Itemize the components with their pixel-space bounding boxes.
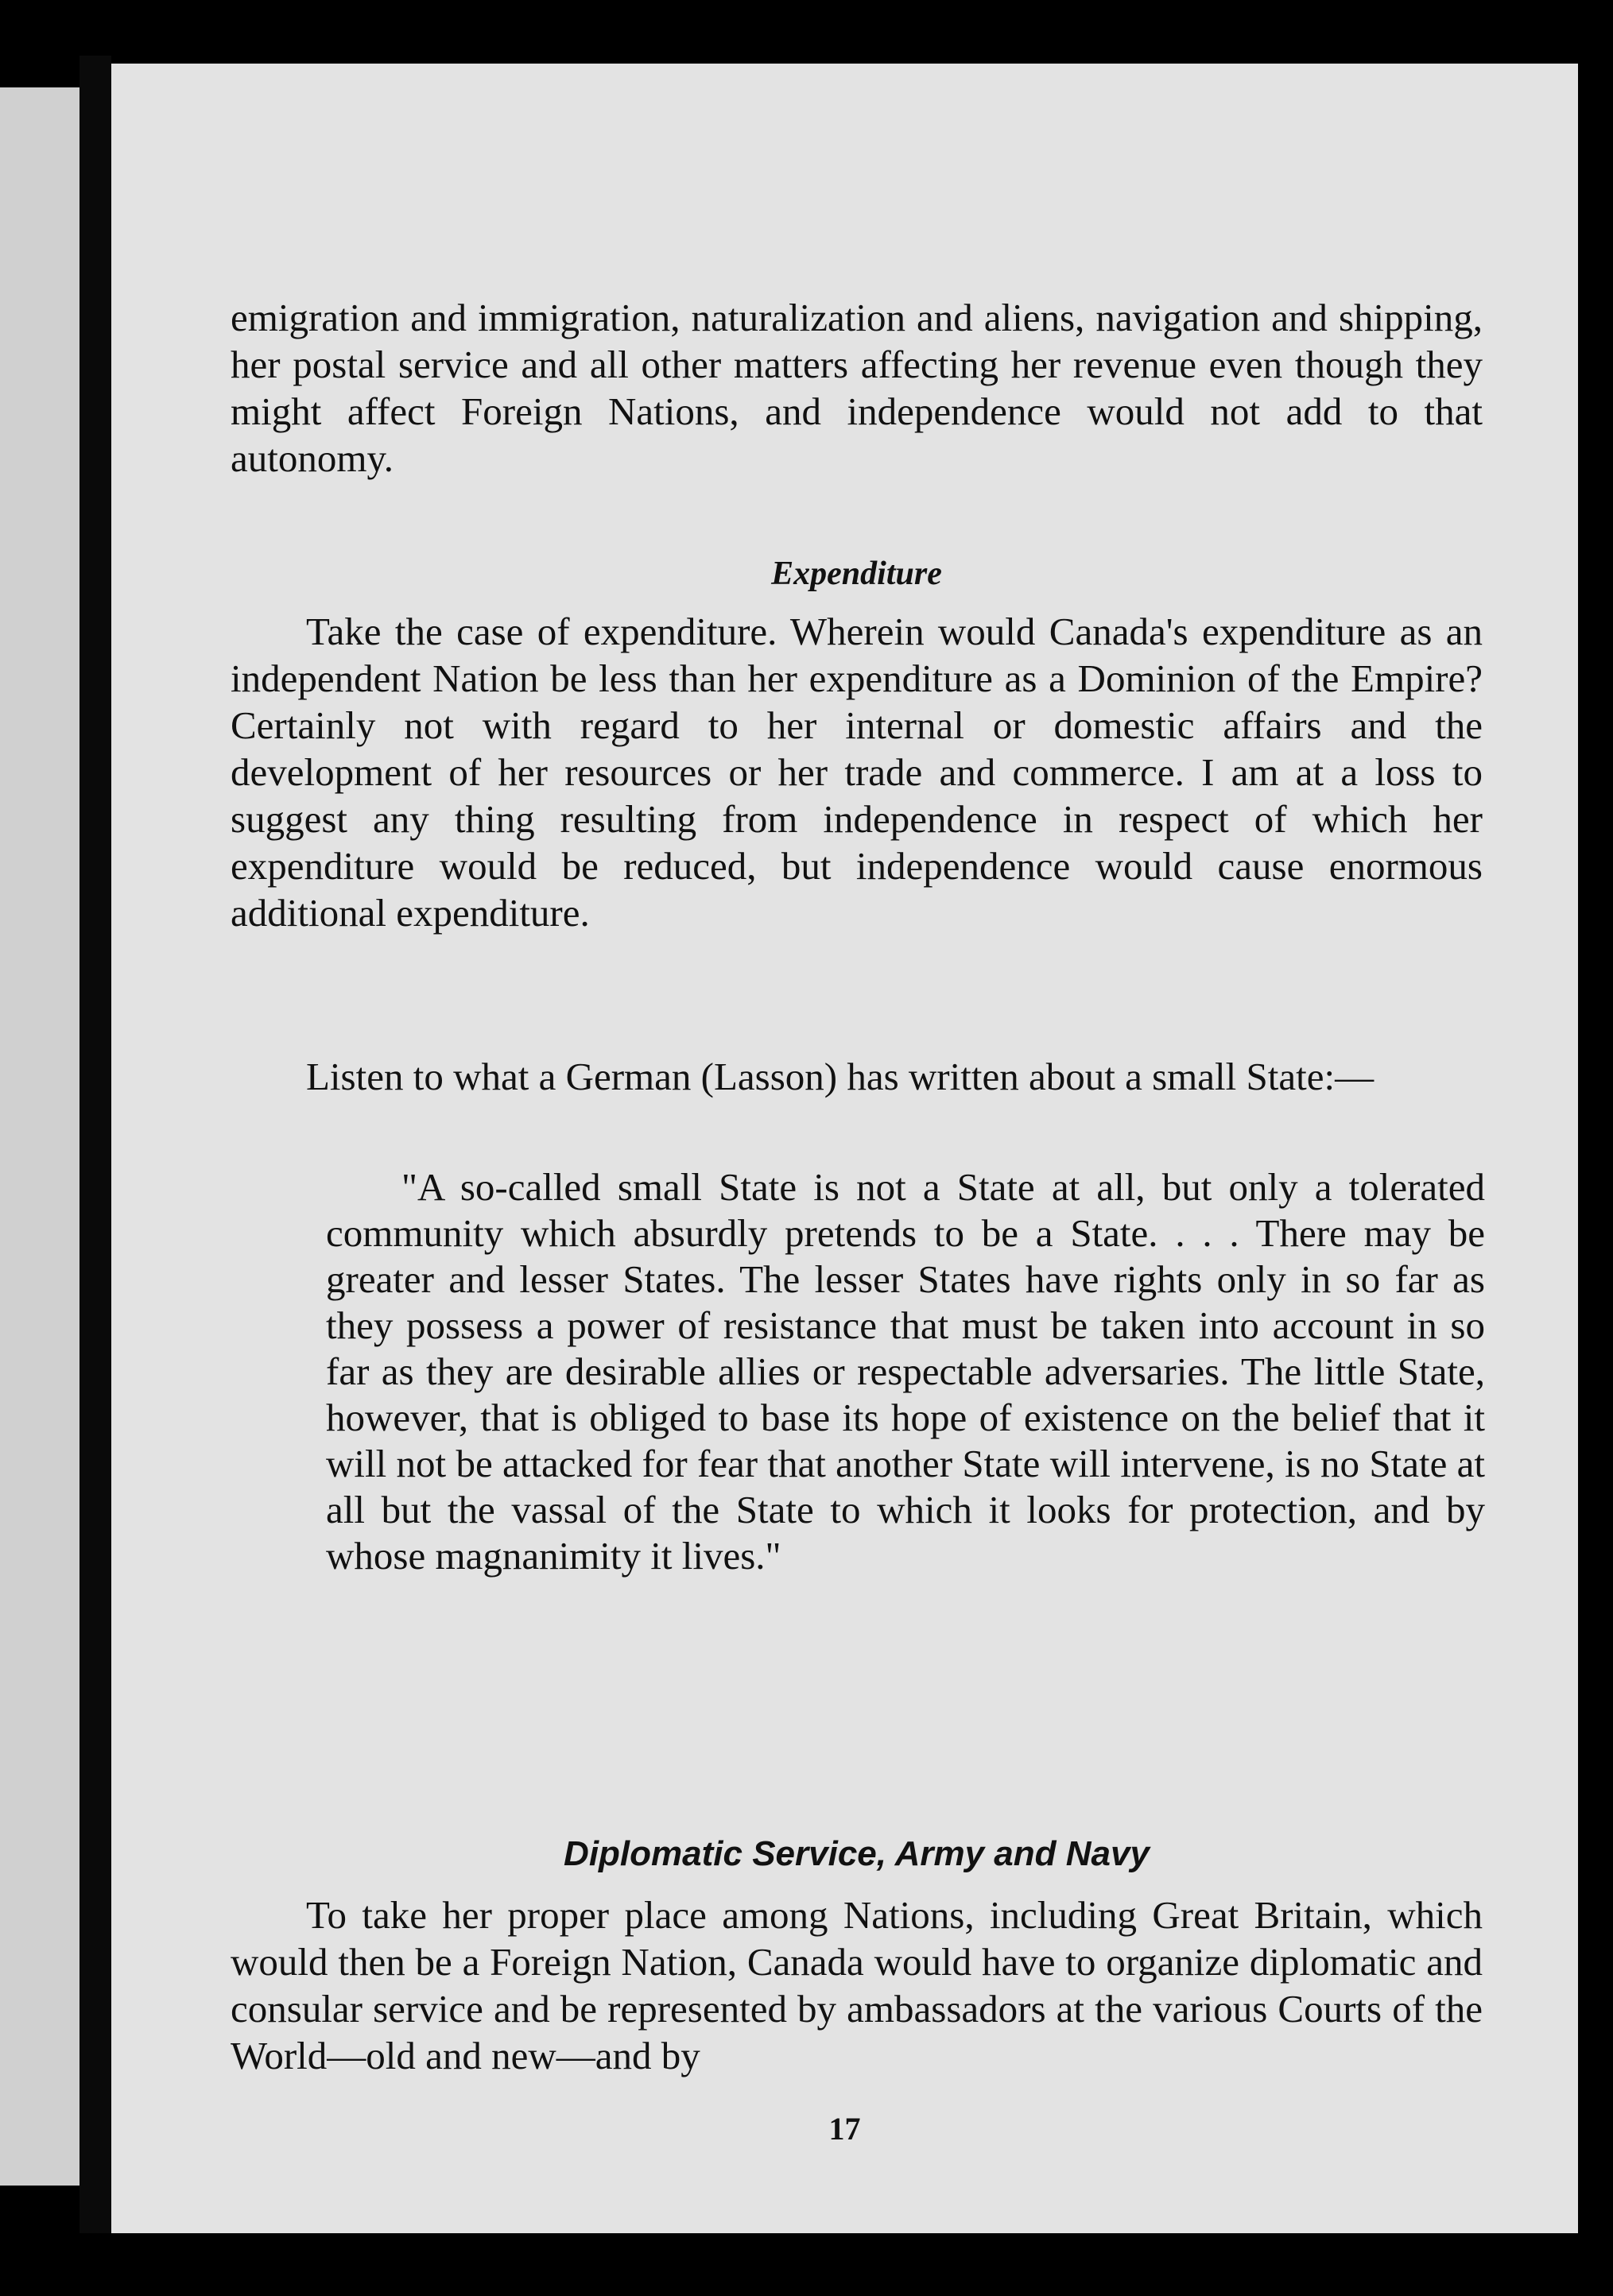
book-page	[111, 64, 1578, 2233]
heading-expenditure: Expenditure	[771, 556, 942, 592]
paragraph-2: Take the case of expenditure. Wherein would Canada's expenditure as an independent Nation be less than her expenditure as a Dominion of the Empire? Certainly not with regard to her internal or domestic affairs and the development of her resources or her trade and commerce. I am at a loss to suggest any thing resulting from independence in respect of which her expenditure would be reduced, but independence would cause enormous additional expenditure.	[231, 610, 1483, 935]
paragraph-1: emigration and immigration, naturalization and aliens, navigation and shipping, her postal service and all other matters affecting her revenue even though they might affect Foreign Nations, and independence would not add to that autonomy.	[231, 296, 1483, 480]
paragraph-diplomatic-block	[231, 1891, 1483, 2079]
paragraph-expenditure-block	[231, 608, 1483, 936]
paragraph-lasson-block	[231, 1053, 1483, 1100]
book-gutter	[79, 56, 111, 2233]
heading-diplomatic-service: Diplomatic Service, Army and Navy	[564, 1834, 1150, 1873]
paragraph-3: Listen to what a German (Lasson) has written about a small State:—	[306, 1055, 1375, 1098]
lasson-quote: "A so-called small State is not a State at all, but only a tolerated community which absurdly pretends to be a State. . . . There may be greater and lesser States. The lesser States have rights only in so far as they possess a power of resistance that must be taken into account in so far as they are desirable allies or respectable adversaries. The little State, however, that is obliged to base its hope of existence on the belief that it will not be attacked for fear that another State will intervene, is no State at all but the vassal of the State to which it looks for protection, and by whose magnanimity it lives."	[326, 1165, 1485, 1578]
paragraph-autonomy	[231, 294, 1483, 482]
page-number: 17	[828, 2111, 861, 2147]
facing-page-edge	[0, 87, 79, 2186]
paragraph-4: To take her proper place among Nations, including Great Britain, which would then be a Foreign Nation, Canada would have to organize diplomatic and consular service and be represented by ambassadors at the various Courts of the World—old and new—and by	[231, 1893, 1483, 2077]
